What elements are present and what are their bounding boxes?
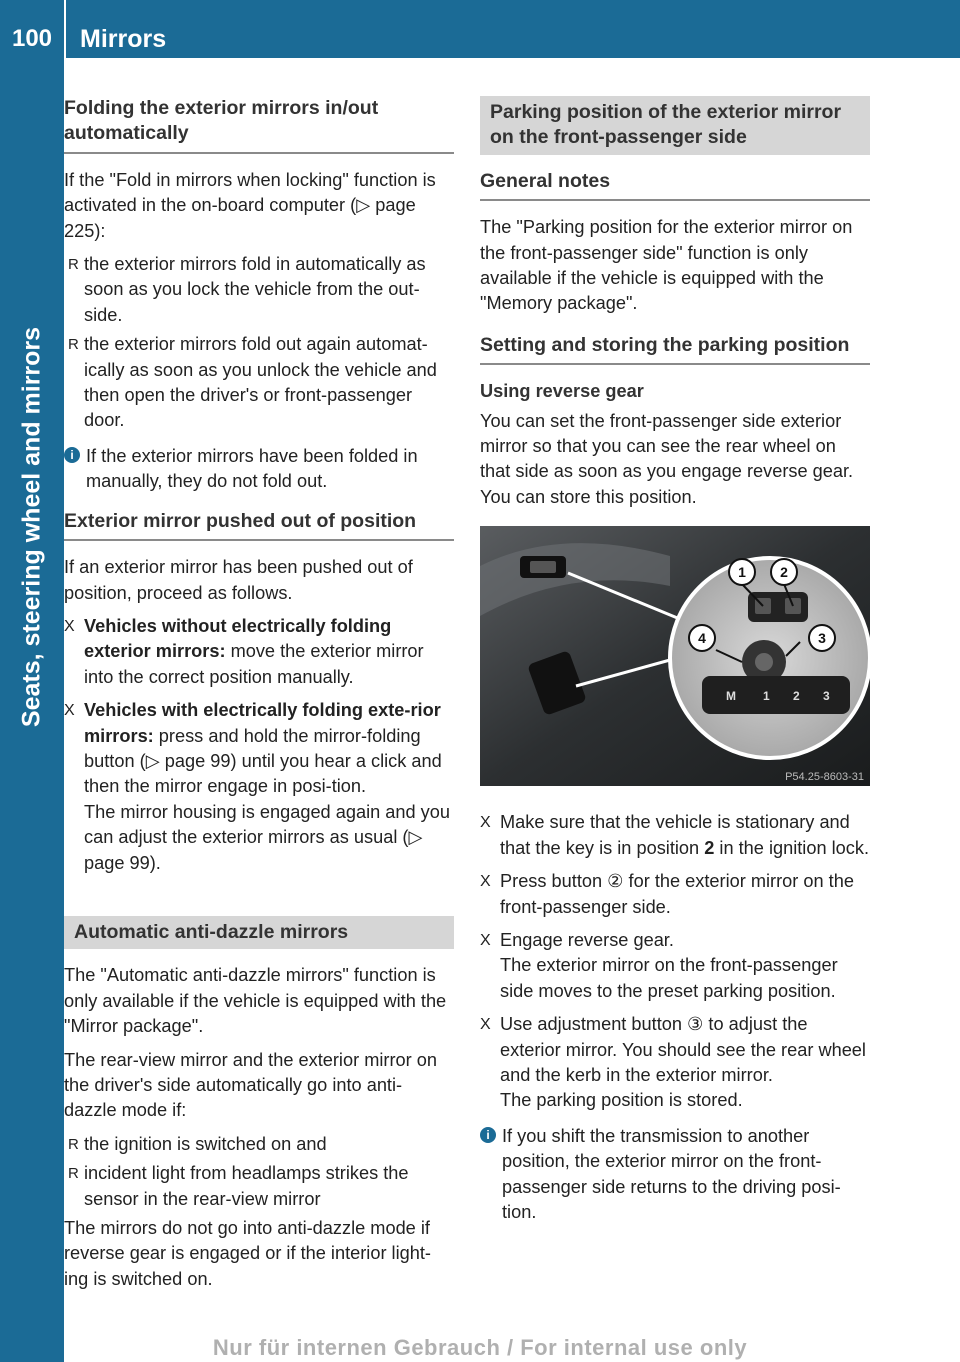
fold-intro: If the "Fold in mirrors when locking" function is activated in the on-board computer (▷ page 225): xyxy=(64,169,436,241)
header-divider xyxy=(64,0,66,58)
dazzle-paragraph: The "Automatic anti-dazzle mirrors" function is only available if the vehicle is equipped with the "Mirror package". xyxy=(64,965,447,1037)
list-item: R the exterior mirrors fold out again automat-ically as soon as you unlock the vehicle and then open the driver's or front-passenger door. xyxy=(64,332,454,434)
step-arrow-icon: X xyxy=(480,931,491,949)
mirror-controls-illustration xyxy=(480,526,870,786)
list-item: R incident light from headlamps strikes the sensor in the rear-view mirror xyxy=(64,1161,454,1212)
step-arrow-icon: X xyxy=(64,702,75,720)
memory-button-2: 2 xyxy=(793,689,800,704)
callout-1 xyxy=(729,559,755,585)
footer-watermark: Nur für internen Gebrauch / For internal use only xyxy=(212,1335,748,1360)
instruction-step: X Vehicles with electrically folding exte-rior mirrors: press and hold the mirror-folding button (▷ page 99) until you hear a click and then the mirror engage in posi-tion. The mirror housing is engaged again and you can adjust the exterior mirrors as usual (▷ page 99). xyxy=(64,700,451,873)
step-arrow-icon: X xyxy=(64,617,75,635)
section-heading-anti-dazzle: Automatic anti-dazzle mirrors xyxy=(64,916,454,949)
instruction-step: X Engage reverse gear. The exterior mirror on the front-passenger side moves to the preset parking position. xyxy=(480,929,838,1001)
section-heading-folding: Folding the exterior mirrors in/out automatically xyxy=(64,96,454,154)
list-item: R the ignition is switched on and xyxy=(64,1132,454,1157)
step-arrow-icon: X xyxy=(480,873,491,891)
instruction-step: X Make sure that the vehicle is stationary and that the key is in position 2 in the ignition lock. xyxy=(480,812,870,858)
info-icon: i xyxy=(64,447,80,463)
step-arrow-icon: X xyxy=(480,814,491,832)
subheading-general-notes: General notes xyxy=(480,169,870,201)
callout-4 xyxy=(689,625,715,651)
info-icon: i xyxy=(480,1127,496,1143)
step-arrow-icon: X xyxy=(480,1016,491,1034)
right-column xyxy=(480,96,870,1239)
instruction-step: X Use adjustment button ③ to adjust the exterior mirror. You should see the rear wheel and the kerb in the exterior mirror. The parking position is stored. xyxy=(480,1014,866,1111)
page-ref-link[interactable]: ▷ page 225 xyxy=(64,195,416,241)
instruction-step: X Vehicles without electrically folding exterior mirrors: move the exterior mirror into the correct position manually. xyxy=(64,615,424,687)
svg-text:2: 2 xyxy=(780,564,788,581)
svg-text:3: 3 xyxy=(818,630,826,647)
instruction-step: X Press button ② for the exterior mirror on the front-passenger side. xyxy=(480,871,854,917)
side-tab-label: Seats, steering wheel and mirrors xyxy=(17,326,46,728)
subheading-reverse-gear: Using reverse gear xyxy=(480,381,644,402)
image-code: P54.25-8603-31 xyxy=(785,771,864,784)
dazzle-paragraph: The mirrors do not go into anti-dazzle mode if reverse gear is engaged or if the interior light-ing is switched on. xyxy=(64,1218,431,1289)
general-paragraph: The "Parking position for the exterior mirror on the front-passenger side" function is only available if the vehicle is equipped with the "Memory package". xyxy=(480,217,853,314)
page-ref-link[interactable]: ▷ page 99 xyxy=(145,750,231,771)
info-note: i If you shift the transmission to another position, the exterior mirror on the front-passenger side returns to the driving posi-tion. xyxy=(480,1124,870,1226)
mirror-controls-photo xyxy=(480,526,870,786)
svg-text:1: 1 xyxy=(738,564,746,581)
pushed-intro: If an exterior mirror has been pushed out of position, proceed as follows. xyxy=(64,557,413,603)
page-ref-link[interactable]: ▷ page 99 xyxy=(84,827,423,873)
list-item: R the exterior mirrors fold in automatically as soon as you lock the vehicle from the out-side. xyxy=(64,252,454,328)
chapter-title: Mirrors xyxy=(80,25,167,53)
callout-3 xyxy=(809,625,835,651)
callout-2 xyxy=(771,559,797,585)
page-number: 100 xyxy=(11,25,53,52)
section-heading-pushed: Exterior mirror pushed out of position xyxy=(64,509,454,541)
memory-button-1: 1 xyxy=(763,689,770,704)
svg-text:4: 4 xyxy=(698,630,706,647)
subheading-setting: Setting and storing the parking position xyxy=(480,333,870,365)
memory-button-3: 3 xyxy=(823,689,830,704)
reverse-paragraph: You can set the front-passenger side exterior mirror so that you can see the rear wheel on that side as soon as you engage reverse gear. You can store this position. xyxy=(480,410,854,507)
left-column xyxy=(64,96,454,1300)
info-note: i If the exterior mirrors have been folded in manually, they do not fold out. xyxy=(64,444,454,495)
memory-button-m: M xyxy=(726,689,736,704)
section-heading-parking: Parking position of the exterior mirror on the front-passenger side xyxy=(480,96,870,155)
dazzle-paragraph: The rear-view mirror and the exterior mirror on the driver's side automatically go into anti-dazzle mode if: xyxy=(64,1049,437,1121)
